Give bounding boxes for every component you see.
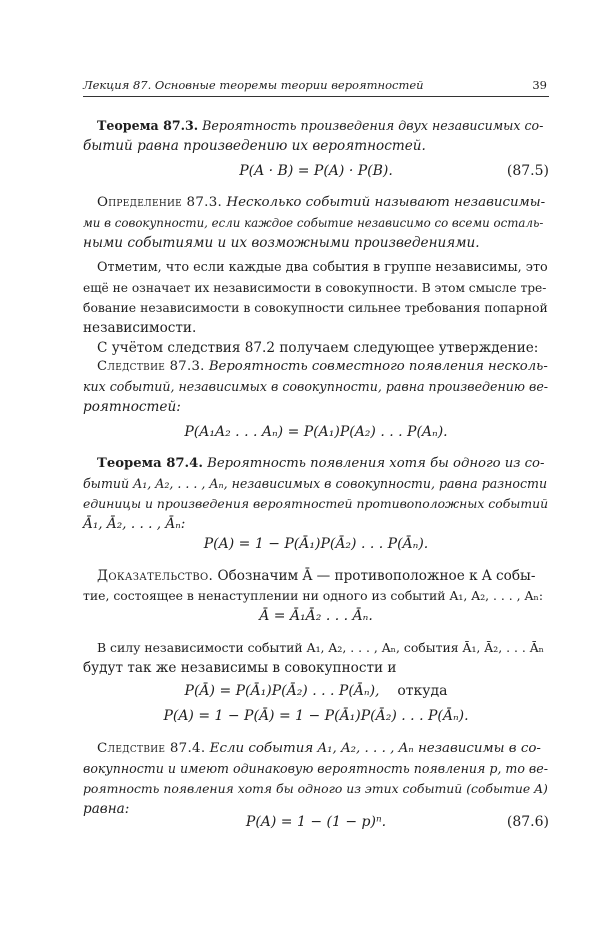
running-header xyxy=(83,78,549,97)
independence-line1: В силу независимости событий A₁, A₂, . . . , Aₙ, события Ā₁, Ā₂, . . . Āₙ xyxy=(97,640,545,655)
proof-line1: Обозначим Ā — противоположное к A собы- xyxy=(217,568,536,584)
equation-87-6-number: (87.6) xyxy=(506,814,549,830)
theorem-87-4-line1: Вероятность появления хотя бы одного из со- xyxy=(207,456,545,471)
theorem-87-3-line2: бытий равна произведению их вероятностей. xyxy=(83,138,426,154)
definition-87-3-line1: Несколько событий называют независимы- xyxy=(226,195,546,210)
corollary-87-3-line1: Вероятность совместного появления несколь- xyxy=(208,359,548,374)
corollary-87-4-line1: Если события A₁, A₂, . . . , Aₙ независимы в со- xyxy=(209,741,541,756)
theorem-87-4-line2: бытий A₁, A₂, . . . , Aₙ, независимых в совокупности, равна разности xyxy=(83,476,548,491)
corollary-87-4-line4: равна: xyxy=(83,801,130,817)
remark-line1: Отметим, что если каждые два события в группе независимы, это xyxy=(97,260,548,275)
equation-pa xyxy=(83,708,549,730)
equation-abar-formula: Ā = Ā₁Ā₂ . . . Āₙ. xyxy=(259,608,373,624)
definition-87-3-line2: ми в совокупности, если каждое событие независимо со всеми осталь- xyxy=(83,216,544,230)
remark-line4: независимости. xyxy=(83,320,197,336)
theorem-87-4-label: Теорема 87.4. xyxy=(97,456,203,471)
remark-line5: С учётом следствия 87.2 получаем следующее утверждение: xyxy=(97,340,539,356)
equation-87-5-formula: P(A · B) = P(A) · P(B). xyxy=(239,163,393,179)
theorem-87-4 xyxy=(83,454,549,534)
definition-87-3-line3: ными событиями и их возможными произведениями. xyxy=(83,235,480,251)
corollary-87-3-line3: роятностей: xyxy=(83,399,181,415)
equation-pabar xyxy=(83,683,549,705)
theorem-87-4-line3: единицы и произведения вероятностей противоположных событий xyxy=(83,496,549,511)
theorem-87-3-line1: Вероятность произведения двух независимых со- xyxy=(202,118,544,133)
corollary-87-3-label: Следствие 87.3. xyxy=(97,359,205,374)
independence-paragraph xyxy=(83,638,549,678)
definition-87-3-label: Определение 87.3. xyxy=(97,195,223,210)
corollary-87-4-line3: роятность появления хотя бы одного из этих событий (событие A) xyxy=(83,781,548,796)
independence-line2: будут так же независимы в совокупности и xyxy=(83,660,397,676)
equation-theorem-87-4-formula: P(A) = 1 − P(Ā₁)P(Ā₂) . . . P(Āₙ). xyxy=(203,536,429,552)
equation-87-6-formula: P(A) = 1 − (1 − p)ⁿ. xyxy=(245,814,387,830)
equation-pabar-formula: P(Ā) = P(Ā₁)P(Ā₂) . . . P(Āₙ), xyxy=(184,683,380,699)
equation-pa-formula: P(A) = 1 − P(Ā) = 1 − P(Ā₁)P(Ā₂) . . . P(Āₙ). xyxy=(163,708,469,724)
theorem-87-4-line4: Ā₁, Ā₂, . . . , Āₙ: xyxy=(83,516,186,532)
remark-paragraph xyxy=(83,258,549,358)
equation-87-5-number: (87.5) xyxy=(506,163,549,179)
corollary-87-4-label: Следствие 87.4. xyxy=(97,741,206,756)
corollary-87-3 xyxy=(83,357,549,417)
page-number: 39 xyxy=(532,78,547,92)
equation-abar xyxy=(83,608,549,630)
corollary-87-4 xyxy=(83,739,549,819)
remark-line3: бование независимости в совокупности сильнее требования попарной xyxy=(83,300,548,315)
proof-label: Доказательство. xyxy=(97,568,214,584)
definition-87-3 xyxy=(83,193,549,253)
equation-product-formula: P(A₁A₂ . . . Aₙ) = P(A₁)P(A₂) . . . P(Aₙ). xyxy=(184,424,448,440)
remark-line2: ещё не означает их независимости в совокупности. В этом смысле тре- xyxy=(83,281,547,295)
running-title: Лекция 87. Основные теоремы теории вероятностей xyxy=(83,78,424,92)
proof xyxy=(83,566,549,606)
theorem-87-3 xyxy=(83,116,549,156)
theorem-87-3-label: Теорема 87.3. xyxy=(97,118,199,133)
equation-87-6 xyxy=(83,814,549,836)
corollary-87-3-line2: ких событий, независимых в совокупности, равна произведению ве- xyxy=(83,379,549,394)
equation-pabar-word: откуда xyxy=(397,683,448,699)
equation-87-5 xyxy=(83,163,549,185)
corollary-87-4-line2: вокупности и имеют одинаковую вероятность появления p, то ве- xyxy=(83,761,548,776)
equation-theorem-87-4 xyxy=(83,536,549,558)
proof-line2: тие, состоящее в ненаступлении ни одного из событий A₁, A₂, . . . , Aₙ: xyxy=(83,588,544,603)
equation-product xyxy=(83,424,549,446)
